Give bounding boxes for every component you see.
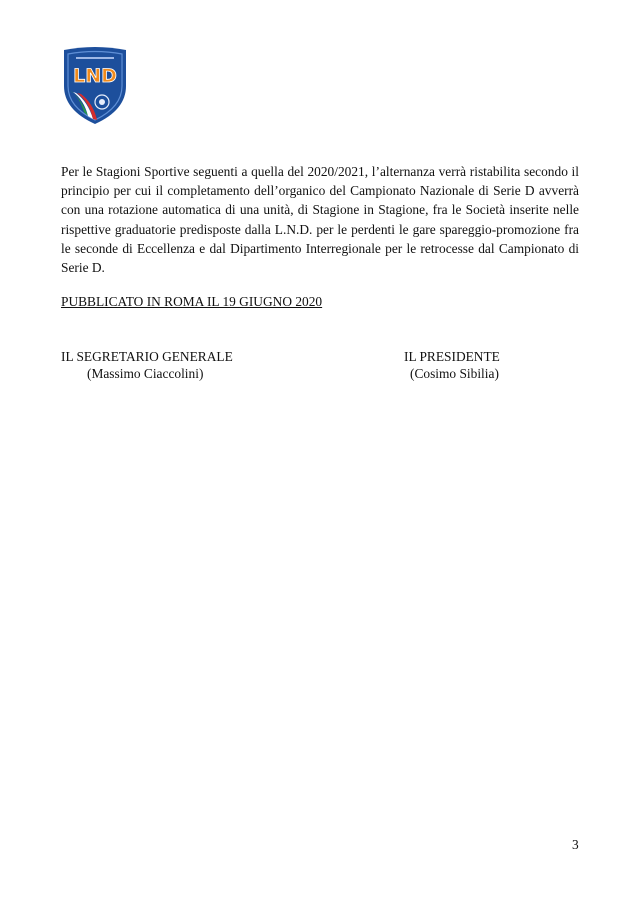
secretary-name: (Massimo Ciaccolini) bbox=[87, 366, 204, 381]
page-number: 3 bbox=[572, 837, 579, 852]
publication-line: PUBBLICATO IN ROMA IL 19 GIUGNO 2020 bbox=[61, 294, 323, 309]
lnd-logo bbox=[60, 46, 130, 126]
body-paragraph: Per le Stagioni Sportive seguenti a quella del 2020/2021, l’alternanza verrà ristabilita secondo il principio per cui il completamento dell’organico del Campionato Nazionale di Serie D avverrà con una rotazione automatica di una unità, di Stagione in Stagione, fra le Società inserite nelle rispettive graduatorie predisposte dalla L.N.D. per le perdenti le gare spareggio-promozione fra le seconde di Eccellenza e dal Dipartimento Interregionale per le retrocesse dal Campionato di Serie D. bbox=[61, 164, 579, 276]
svg-text:LND: LND bbox=[73, 65, 117, 87]
secretary-title: IL SEGRETARIO GENERALE bbox=[61, 349, 233, 364]
president-title: IL PRESIDENTE bbox=[404, 349, 500, 364]
lnd-shield-icon bbox=[60, 46, 130, 126]
president-name: (Cosimo Sibilia) bbox=[410, 366, 499, 381]
